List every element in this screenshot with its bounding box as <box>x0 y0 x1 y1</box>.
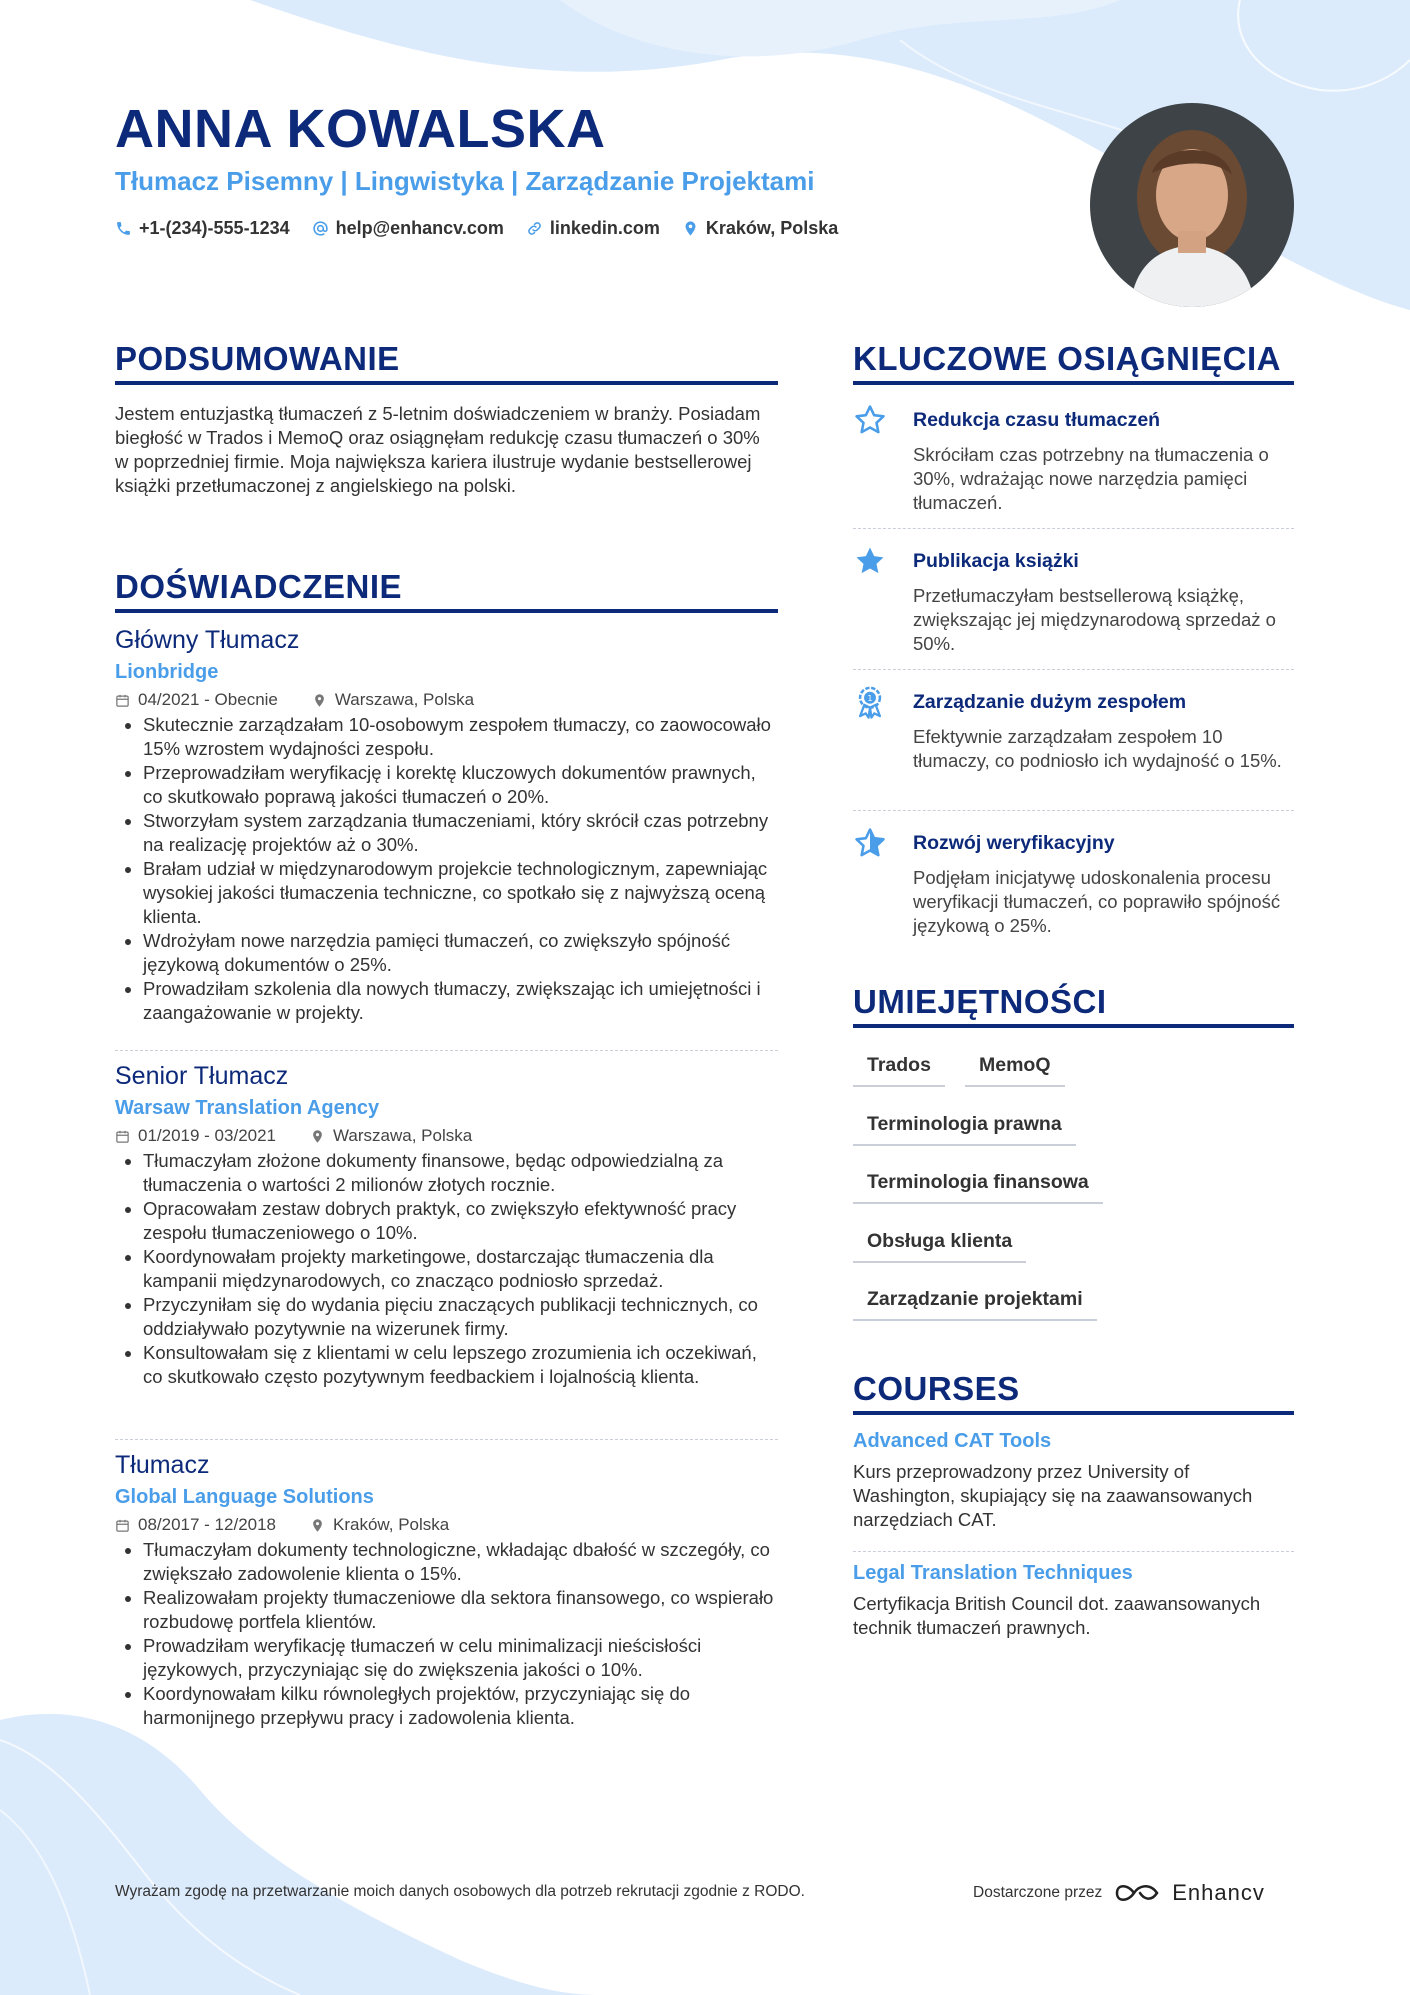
email-text: help@enhancv.com <box>335 218 504 238</box>
bullet-item: • Skutecznie zarządzałam 10-osobowym zespołem tłumaczy, co zaowocowało 15% wzrostem wydajności zespołu. <box>143 713 778 761</box>
bullet-item: • Koordynowałam projekty marketingowe, dostarczając tłumaczenia dla kampanii międzynarodowych, co znacząco podniosło sprzedaż. <box>143 1245 778 1293</box>
award-ribbon-icon <box>853 685 887 719</box>
achievement-title: Zarządzanie dużym zespołem <box>913 691 1187 713</box>
skill-tag: MemoQ <box>965 1054 1065 1087</box>
job-location: Warszawa, Polska <box>333 1126 473 1145</box>
map-pin-icon <box>310 1129 325 1144</box>
bullet-item: • Prowadziłam weryfikację tłumaczeń w celu minimalizacji nieścisłości językowych, przyczyniając się do zwiększenia jakości o 10%. <box>143 1634 778 1682</box>
job-title: Senior Tłumacz <box>115 1062 289 1090</box>
bullet-item: • Stworzyłam system zarządzania tłumaczeniami, który skrócił czas potrzebny na realizację projektów aż o 30%. <box>143 809 778 857</box>
skill-tag: Terminologia prawna <box>853 1113 1076 1146</box>
job-company: Lionbridge <box>115 661 219 683</box>
course-desc: Kurs przeprowadzony przez University of Washington, skupiający się na zaawansowanych narzędziach CAT. <box>853 1461 1253 1530</box>
at-sign-icon <box>312 220 329 237</box>
powered-by-label: Dostarczone przez <box>973 1884 1103 1901</box>
bullet-item: • Opracowałam zestaw dobrych praktyk, co zwiększyło efektywność pracy zespołu tłumaczeniowego o 10%. <box>143 1197 778 1245</box>
job-entry <box>115 1451 778 1730</box>
job-entry <box>115 626 778 1025</box>
gdpr-consent: Wyrażam zgodę na przetwarzanie moich danych osobowych dla potrzeb rekrutacji zgodnie z RODO. <box>115 1883 805 1900</box>
bullet-item: • Konsultowałam się z klientami w celu lepszego zrozumienia ich oczekiwań, co skutkowało często pozytywnym feedbackiem i lojalnością klienta. <box>143 1341 778 1389</box>
bullet-item: • Wdrożyłam nowe narzędzia pamięci tłumaczeń, co zwiększyło spójność językową dokumentów o 25%. <box>143 929 778 977</box>
job-divider <box>115 1050 778 1051</box>
bullet-item: • Koordynowałam kilku równoległych projektów, przyczyniając się do harmonijnego przepływu pracy i zadowolenia klienta. <box>143 1682 778 1730</box>
job-dates: 01/2019 - 03/2021 <box>138 1126 277 1145</box>
job-dates: 08/2017 - 12/2018 <box>138 1515 277 1534</box>
achievement-title: Rozwój weryfikacyjny <box>913 832 1115 854</box>
star-filled-icon <box>853 544 887 578</box>
skill-tag: Trados <box>853 1054 945 1087</box>
job-entry <box>115 1062 778 1389</box>
job-location: Warszawa, Polska <box>334 690 475 709</box>
job-meta <box>115 1515 778 1535</box>
profile-photo <box>1090 103 1294 307</box>
bullet-item: • Realizowałam projekty tłumaczeniowe dla sektora finansowego, co wspierało rozbudowę portfela klientów. <box>143 1586 778 1634</box>
job-location: Kraków, Polska <box>333 1515 450 1534</box>
achievement-divider <box>853 528 1294 529</box>
map-pin-icon <box>312 693 327 708</box>
contact-bar <box>115 218 838 239</box>
course-desc: Certyfikacja British Council dot. zaawansowanych technik tłumaczeń prawnych. <box>853 1593 1261 1638</box>
calendar-icon <box>115 693 130 708</box>
bullet-item: • Tłumaczyłam złożone dokumenty finansowe, będąc odpowiedzialną za tłumaczenia o wartości 2 milionów złotych rocznie. <box>143 1149 778 1197</box>
bullet-item: • Przeprowadziłam weryfikację i korektę kluczowych dokumentów prawnych, co skutkowało poprawą jakości tłumaczeń o 20%. <box>143 761 778 809</box>
summary-section-title: PODSUMOWANIE <box>115 340 778 385</box>
job-company: Global Language Solutions <box>115 1486 374 1508</box>
powered-by[interactable] <box>973 1880 1265 1906</box>
job-bullets <box>115 1149 778 1389</box>
achievement-title: Redukcja czasu tłumaczeń <box>913 409 1161 431</box>
star-outline-icon <box>853 403 887 437</box>
skill-tag: Zarządzanie projektami <box>853 1288 1097 1321</box>
star-half-icon <box>853 826 887 860</box>
courses-section-title: COURSES <box>853 1370 1294 1415</box>
summary-text: Jestem entuzjastką tłumaczeń z 5-letnim doświadczeniem w branży. Posiadam biegłość w Trados i MemoQ oraz osiągnęłam redukcję czasu tłumaczeń o 30% w poprzedniej firmie. Moja największa kariera ilustruje wydanie bestsellerowej książki przetłumaczonej z angielskiego na polski. <box>115 403 761 496</box>
achievement-desc: Przetłumaczyłam bestsellerową książkę, zwiększając jej międzynarodową sprzedaż o 50%. <box>913 585 1276 654</box>
enhancv-logo-icon <box>1114 1880 1160 1906</box>
bullet-item: • Brałam udział w międzynarodowym projekcie technologicznym, zapewniając wysokiej jakości tłumaczenia techniczne, co spotkało się z najwyższą oceną klienta. <box>143 857 778 929</box>
svg-text:1: 1 <box>867 693 873 703</box>
skills-section-title: UMIEJĘTNOŚCI <box>853 983 1294 1028</box>
brand-name: Enhancv <box>1172 1880 1265 1905</box>
contact-email[interactable] <box>312 218 504 239</box>
job-bullets <box>115 1538 778 1730</box>
link-icon <box>526 220 543 237</box>
achievement-divider <box>853 810 1294 811</box>
job-meta <box>115 690 778 710</box>
contact-location <box>682 218 838 239</box>
skill-tag: Terminologia finansowa <box>853 1171 1103 1204</box>
phone-text: +1-(234)-555-1234 <box>139 218 290 238</box>
job-company: Warsaw Translation Agency <box>115 1097 380 1119</box>
phone-icon <box>115 220 132 237</box>
achievement-desc: Podjęłam inicjatywę udoskonalenia procesu weryfikacji tłumaczeń, co poprawiło spójność językową o 25%. <box>913 867 1281 936</box>
course-divider <box>853 1551 1294 1552</box>
achievement-desc: Efektywnie zarządzałam zespołem 10 tłumaczy, co podniosło ich wydajność o 15%. <box>913 726 1282 771</box>
achievement-divider <box>853 669 1294 670</box>
calendar-icon <box>115 1129 130 1144</box>
bullet-item: • Tłumaczyłam dokumenty technologiczne, wkładając dbałość w szczegóły, co zwiększało zadowolenie klienta o 15%. <box>143 1538 778 1586</box>
job-title: Główny Tłumacz <box>115 626 300 654</box>
job-bullets <box>115 713 778 1025</box>
job-meta <box>115 1126 778 1146</box>
candidate-name: ANNA KOWALSKA <box>115 99 606 159</box>
bullet-item: • Prowadziłam szkolenia dla nowych tłumaczy, zwiększając ich umiejętności i zaangażowanie w projekty. <box>143 977 778 1025</box>
job-divider <box>115 1439 778 1440</box>
experience-section-title: DOŚWIADCZENIE <box>115 568 778 613</box>
map-pin-icon <box>682 220 699 237</box>
job-dates: 04/2021 - Obecnie <box>138 690 278 709</box>
skill-tag: Obsługa klienta <box>853 1230 1026 1263</box>
calendar-icon <box>115 1518 130 1533</box>
map-pin-icon <box>310 1518 325 1533</box>
job-title: Tłumacz <box>115 1451 210 1479</box>
candidate-subtitle: Tłumacz Pisemny | Lingwistyka | Zarządzanie Projektami <box>115 166 815 196</box>
bullet-item: • Przyczyniłam się do wydania pięciu znaczących publikacji technicznych, co oddziaływało pozytywnie na wizerunek firmy. <box>143 1293 778 1341</box>
contact-phone[interactable] <box>115 218 290 239</box>
achievements-section-title: KLUCZOWE OSIĄGNIĘCIA <box>853 340 1294 385</box>
contact-linkedin[interactable] <box>526 218 660 239</box>
location-text: Kraków, Polska <box>705 218 839 238</box>
achievement-desc: Skróciłam czas potrzebny na tłumaczenia o 30%, wdrażając nowe narzędzia pamięci tłumaczeń. <box>913 444 1269 513</box>
linkedin-text: linkedin.com <box>549 218 660 238</box>
course-title: Advanced CAT Tools <box>853 1430 1052 1452</box>
achievement-title: Publikacja książki <box>913 550 1079 572</box>
course-title: Legal Translation Techniques <box>853 1562 1133 1584</box>
